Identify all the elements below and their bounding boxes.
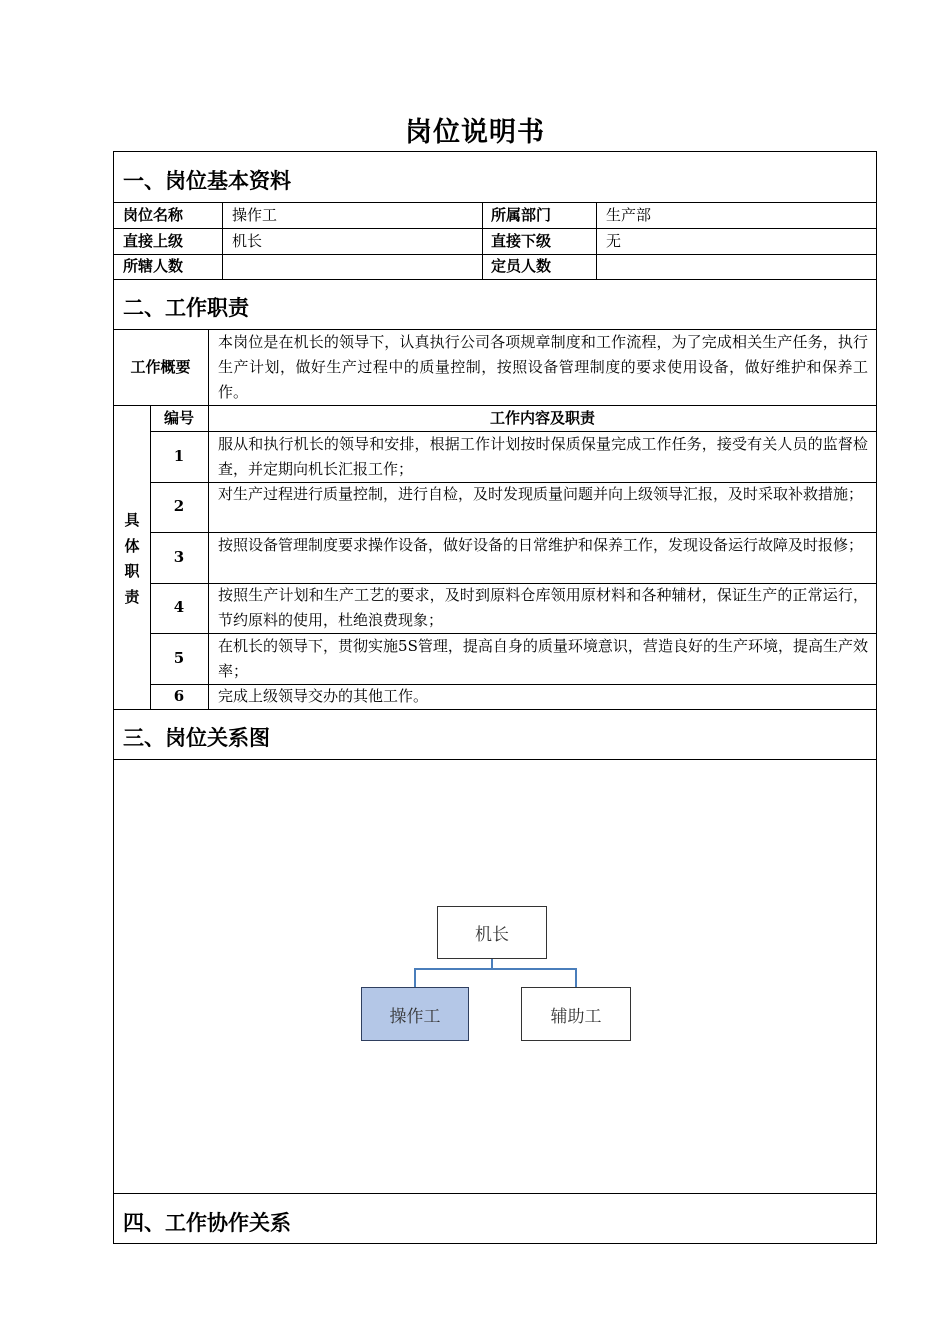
org-connector [575,968,577,988]
section-cooperation-title: 四、工作协作关系 [123,1211,291,1235]
department-label: 所属部门 [491,206,552,224]
specific-duties-char: 体 [124,536,140,555]
position-name-label: 岗位名称 [123,206,184,224]
divider [113,709,877,710]
duty-number: 5 [173,649,185,667]
duty-text: 按照生产计划和生产工艺的要求，及时到原料仓库领用原材料和各种辅材，保证生产的正常运行，节约原料的使用，杜绝浪费现象； [218,586,868,629]
org-node-captain: 机长 [437,906,547,959]
direct-superior-value: 机长 [232,232,263,250]
specific-duties-char: 责 [124,587,140,606]
section-duties-title: 二、工作职责 [123,296,249,320]
direct-subordinate-value: 无 [606,232,622,250]
duty-text: 对生产过程进行质量控制，进行自检，及时发现质量问题并向上级领导汇报，及时采取补救措施； [218,485,864,503]
managed-count-label: 所辖人数 [123,257,184,275]
divider [208,405,209,709]
section-relation-title: 三、岗位关系图 [123,726,270,750]
position-name-value: 操作工 [232,206,278,224]
department-value: 生产部 [606,206,652,224]
duty-text: 在机长的领导下，贯彻实施5S管理，提高自身的质量环境意识，营造良好的生产环境，提高生产效率； [218,637,868,680]
divider [113,279,877,280]
divider [113,759,877,760]
specific-duties-char: 职 [124,562,140,580]
direct-subordinate-label: 直接下级 [491,232,552,250]
duty-text: 按照设备管理制度要求操作设备，做好设备的日常维护和保养工作，发现设备运行故障及时报修； [218,536,864,554]
content-header: 工作内容及职责 [489,409,595,427]
duty-text: 完成上级领导交办的其他工作。 [218,687,429,705]
divider [113,1193,877,1194]
quota-count-label: 定员人数 [491,257,552,275]
org-node-operator: 操作工 [361,987,469,1041]
specific-duties-label [122,508,142,610]
duty-number: 1 [173,447,185,465]
summary-text: 本岗位是在机长的领导下，认真执行公司各项规章制度和工作流程，为了完成相关生产任务，执行生产计划，做好生产过程中的质量控制，按照设备管理制度的要求使用设备，做好维护和保养工作。 [218,333,868,401]
specific-duties-char: 具 [124,511,140,529]
duty-number: 4 [173,598,185,616]
divider [208,329,209,405]
number-header: 编号 [163,409,194,427]
org-connector [414,968,416,988]
duty-number: 6 [173,687,185,705]
divider [482,202,483,279]
org-connector [414,968,577,970]
document-title: 岗位说明书 [405,117,545,148]
direct-superior-label: 直接上级 [123,232,184,250]
section-basic-title: 一、岗位基本资料 [123,169,291,193]
divider [596,202,597,279]
divider [222,202,223,279]
duty-number: 3 [173,548,185,566]
org-node-assistant: 辅助工 [521,987,631,1041]
duty-number: 2 [173,497,185,515]
duty-text: 服从和执行机长的领导和安排，根据工作计划按时保质保量完成工作任务，接受有关人员的监督检查，并定期向机长汇报工作； [218,435,868,478]
summary-label: 工作概要 [130,357,191,376]
